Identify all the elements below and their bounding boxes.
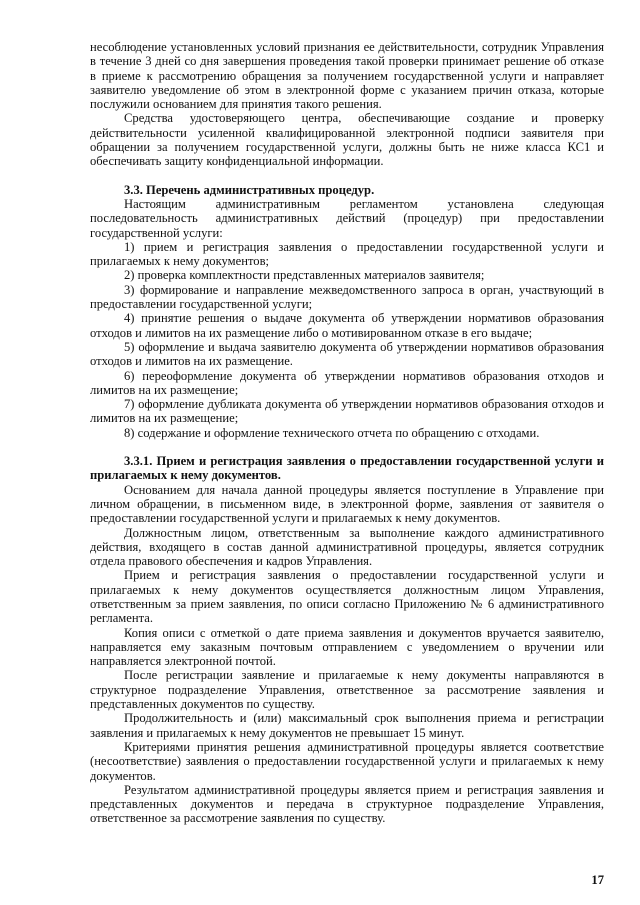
spacer <box>90 440 604 454</box>
list-item-6: 6) переоформление документа об утверждении нормативов образования отходов и лимитов на их размещение; <box>90 368 604 397</box>
page-number: 17 <box>591 872 604 887</box>
paragraph-result: Результатом административной процедуры является прием и регистрация заявления и представленных документов и передача в структурное подразделение Управления, ответственное за рассмотрение заявления по существу. <box>90 782 604 826</box>
heading-3-3: 3.3. Перечень административных процедур. <box>124 182 375 197</box>
paragraph-after-registration: После регистрации заявление и прилагаемые к нему документы направляются в структурное подразделение Управления, ответственное за рассмотрение заявления и представленных документов по существу. <box>90 668 604 712</box>
paragraph-criteria: Критериями принятия решения административной процедуры является соответствие (несоответствие) заявления о предоставлении государственной услуги и прилагаемых к нему документов. <box>90 739 604 783</box>
paragraph-responsible-official: Должностным лицом, ответственным за выполнение каждого административного действия, входящего в состав данной административной процедуры, является сотрудник отдела правового обеспечения и кадров Управления. <box>90 525 604 569</box>
list-item-8: 8) содержание и оформление технического отчета по обращению с отходами. <box>124 425 540 440</box>
spacer <box>90 169 604 183</box>
list-item-2: 2) проверка комплектности представленных материалов заявителя; <box>124 268 485 283</box>
paragraph-continuation: несоблюдение установленных условий признания ее действительности, сотрудник Управления в течение 3 дней со дня завершения проведения такой проверки принимает решение об отказе в приеме к рассмотрению обращения за получением государственной услуги и направляет заявителю уведомление об этом в электронной форме с указанием причин отказа, которые послужили основанием для принятия такого решения. <box>90 40 604 112</box>
list-item-3: 3) формирование и направление межведомственного запроса в орган, участвующий в предоставлении государственной услуги; <box>90 282 604 312</box>
list-item-1: 1) прием и регистрация заявления о предоставлении государственной услуги и прилагаемых к нему документов; <box>90 239 604 269</box>
list-item-5: 5) оформление и выдача заявителю документа об утверждении нормативов образования отходов и лимитов на их размещение. <box>90 339 604 369</box>
paragraph-inventory-copy: Копия описи с отметкой о дате приема заявления и документов вручается заявителю, направляется ему заказным почтовым отправлением с уведомлением о вручении или направляется электронной почтой. <box>90 625 604 669</box>
paragraph-acceptance: Прием и регистрация заявления о предоставлении государственной услуги и прилагаемых к нему документов осуществляется должностным лицом Управления, ответственным за прием заявления, по описи согласно Приложению № 6 административного регламента. <box>90 568 604 626</box>
list-item-7: 7) оформление дубликата документа об утверждении нормативов образования отходов и лимитов на их размещение; <box>90 397 604 426</box>
paragraph-crypto-means: Средства удостоверяющего центра, обеспечивающие создание и проверку действительности усиленной квалифицированной электронной подписи заявителя при обращении за получением государственной услуги, должны быть не ниже класса КС1 и обеспечивать защиту конфиденциальной информации. <box>90 111 604 169</box>
paragraph-basis: Основанием для начала данной процедуры является поступление в Управление при личном обращении, в письменном виде, в электронной форме, заявления от заявителя о предоставлении государственной услуги и прилагаемых к нему документов. <box>90 482 604 526</box>
paragraph-duration: Продолжительность и (или) максимальный срок выполнения приема и регистрации заявления и прилагаемых к нему документов не превышает 15 минут. <box>90 711 604 740</box>
paragraph-3-3-intro: Настоящим административным регламентом установлена следующая последовательность административных действий (процедур) при предоставлении государственной услуги: <box>90 196 604 240</box>
list-item-4: 4) принятие решения о выдаче документа об утверждении нормативов образования отходов и лимитов на их размещение либо о мотивированном отказе в его выдаче; <box>90 311 604 340</box>
heading-3-3-1: 3.3.1. Прием и регистрация заявления о предоставлении государственной услуги и прилагаемых к нему документов. <box>90 454 604 483</box>
